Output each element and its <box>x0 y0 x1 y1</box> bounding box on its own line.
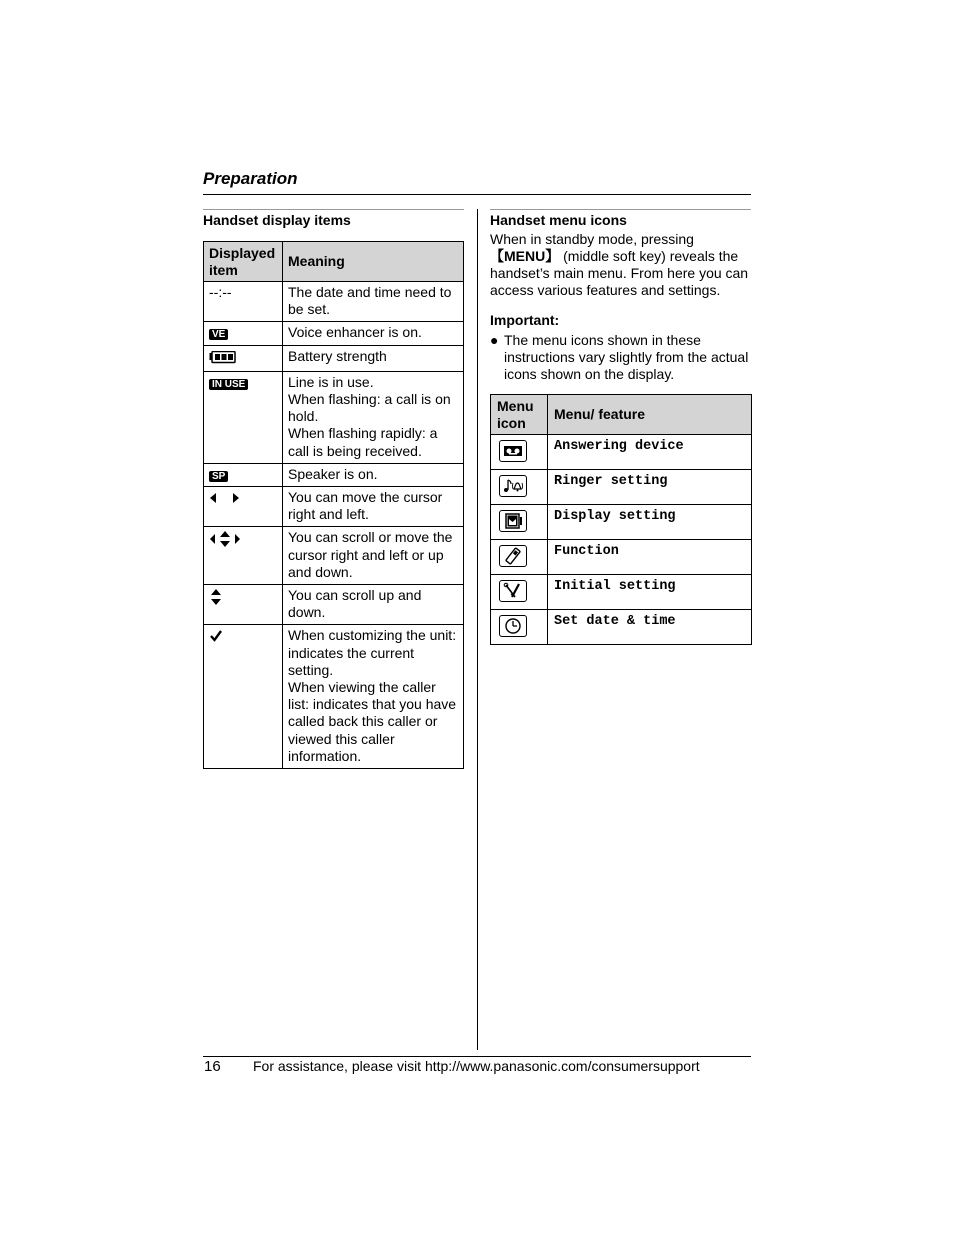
footer-rule <box>203 1056 751 1057</box>
column-divider <box>477 209 478 1050</box>
table-header-row <box>204 242 464 282</box>
battery-icon <box>209 351 237 364</box>
menu-icon-cell <box>491 610 548 645</box>
function-icon <box>499 545 527 567</box>
date-time-placeholder: --:-- <box>204 282 283 322</box>
table-row <box>204 345 464 371</box>
feature-initial-setting: Initial setting <box>548 575 752 610</box>
important-label: Important: <box>490 312 560 328</box>
meaning-cell: When customizing the unit: indicates the current setting. When viewing the caller list: indicates that you have called back this caller or viewed this caller information. <box>283 625 464 769</box>
meaning-cell: Voice enhancer is on. <box>283 322 464 345</box>
item-cell <box>204 371 283 463</box>
meaning-cell: You can scroll up and down. <box>283 585 464 625</box>
section-title: Preparation <box>203 169 298 188</box>
important-note: ● The menu icons shown in these instructions vary slightly from the actual icons shown on the display. <box>490 332 749 382</box>
table-row <box>491 505 752 540</box>
item-cell <box>204 322 283 345</box>
set-date-time-icon <box>499 615 527 637</box>
display-items-heading: Handset display items <box>203 212 351 228</box>
menu-icon-cell <box>491 575 548 610</box>
table-row <box>491 435 752 470</box>
table-row <box>204 527 464 585</box>
ringer-setting-icon <box>499 475 527 497</box>
item-cell <box>204 463 283 486</box>
item-cell <box>204 585 283 625</box>
item-cell <box>204 487 283 527</box>
table-header-row <box>491 395 752 435</box>
item-cell <box>204 625 283 769</box>
display-items-table <box>203 241 464 769</box>
feature-display-setting: Display setting <box>548 505 752 540</box>
table-row <box>204 463 464 486</box>
table-row <box>204 487 464 527</box>
answering-device-icon <box>499 440 527 462</box>
column-header-meaning: Meaning <box>283 242 464 282</box>
initial-setting-icon <box>499 580 527 602</box>
meaning-cell: Line is in use. When flashing: a call is on hold. When flashing rapidly: a call is being received. <box>283 371 464 463</box>
menu-icons-table <box>490 394 752 645</box>
menu-icons-heading: Handset menu icons <box>490 212 627 228</box>
menu-intro-paragraph: When in standby mode, pressing 【MENU】 (middle soft key) reveals the handset’s main menu. From here you can access various features and settings. <box>490 231 749 298</box>
meaning-cell: You can scroll or move the cursor right and left or up and down. <box>283 527 464 585</box>
table-row <box>204 585 464 625</box>
in-use-icon: IN USE <box>209 379 248 390</box>
speaker-icon: SP <box>209 471 228 482</box>
up-down-arrows-icon <box>209 588 223 606</box>
left-column-rule <box>203 209 464 210</box>
feature-function: Function <box>548 540 752 575</box>
menu-icon-cell <box>491 435 548 470</box>
menu-icon-cell <box>491 540 548 575</box>
column-header-menu-feature: Menu/ feature <box>548 395 752 435</box>
meaning-cell: Speaker is on. <box>283 463 464 486</box>
display-setting-icon <box>499 510 527 532</box>
table-row <box>204 322 464 345</box>
feature-ringer-setting: Ringer setting <box>548 470 752 505</box>
right-column-rule <box>490 209 751 210</box>
table-row <box>491 540 752 575</box>
table-row <box>491 470 752 505</box>
menu-icon-cell <box>491 470 548 505</box>
column-header-displayed-item: Displayed item <box>204 242 283 282</box>
feature-answering-device: Answering device <box>548 435 752 470</box>
table-row <box>491 610 752 645</box>
meaning-cell: The date and time need to be set. <box>283 282 464 322</box>
table-row <box>204 371 464 463</box>
header-rule <box>203 194 751 195</box>
table-row <box>204 625 464 769</box>
left-right-arrows-icon <box>209 491 241 505</box>
table-row <box>204 282 464 322</box>
menu-key-label: 【MENU】 <box>490 248 560 264</box>
item-cell <box>204 345 283 371</box>
table-row <box>491 575 752 610</box>
voice-enhancer-icon: VE <box>209 329 228 340</box>
item-cell <box>204 527 283 585</box>
menu-icon-cell <box>491 505 548 540</box>
check-mark-icon <box>209 629 223 643</box>
meaning-cell: Battery strength <box>283 345 464 371</box>
page-number: 16 <box>204 1058 221 1075</box>
feature-set-date-time: Set date & time <box>548 610 752 645</box>
footer-text: For assistance, please visit http://www.panasonic.com/consumersupport <box>253 1058 700 1074</box>
bullet-icon: ● <box>490 332 499 348</box>
column-header-menu-icon: Menu icon <box>491 395 548 435</box>
four-way-arrows-icon <box>209 530 241 548</box>
meaning-cell: You can move the cursor right and left. <box>283 487 464 527</box>
